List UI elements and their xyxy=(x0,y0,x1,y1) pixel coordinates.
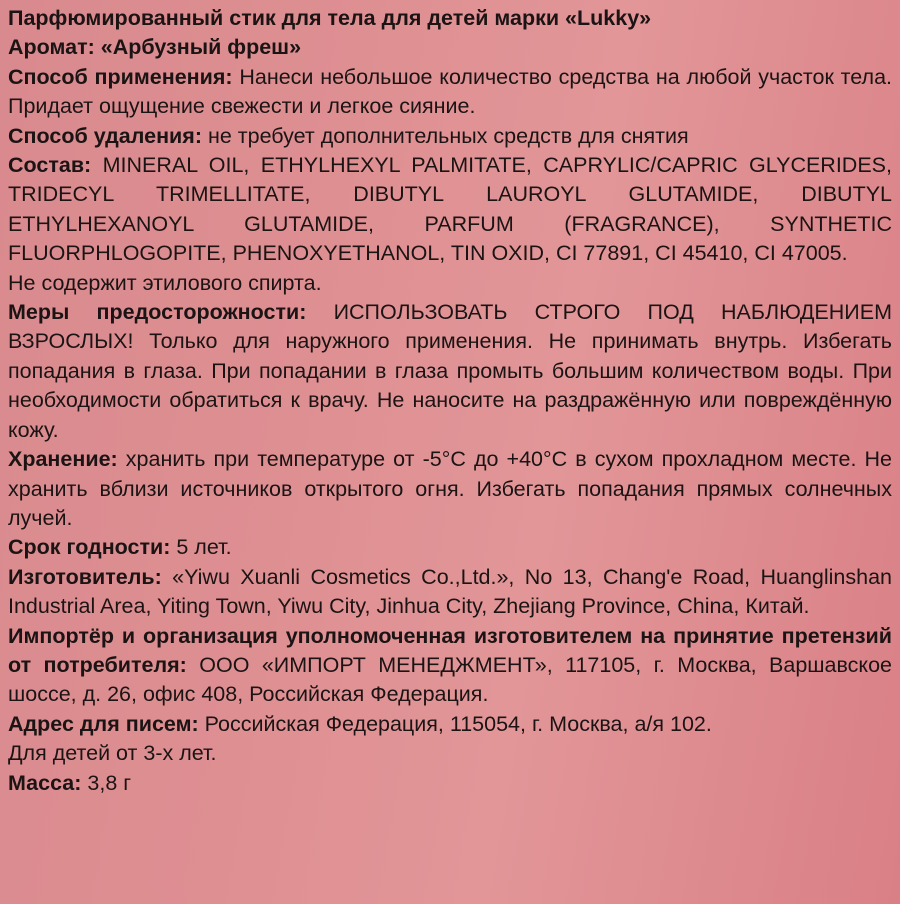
precautions-label: Меры предосторожности: xyxy=(8,300,307,325)
composition-section xyxy=(8,151,892,269)
aroma-line: Аромат: «Арбузный фреш» xyxy=(8,35,302,60)
importer-section xyxy=(8,622,892,710)
age-note: Для детей от 3-х лет. xyxy=(8,741,217,766)
removal-text: не требует дополнительных средств для снятия xyxy=(201,123,689,148)
mail-address-text: Российская Федерация, 115054, г. Москва, а/я 102. xyxy=(198,711,712,736)
shelf-life-text: 5 лет. xyxy=(170,535,232,560)
manufacturer-text: «Yiwu Xuanli Cosmetics Co.,Ltd.», No 13, Chang'e Road, Huanglinshan Industrial Area, Yiting Town, Yiwu City, Jinhua City, Zhejiang Province, China, Китай. xyxy=(8,564,892,619)
product-title: Парфюмированный стик для тела для детей марки «Lukky» xyxy=(8,6,652,30)
shelf-life-label: Срок годности: xyxy=(8,535,171,560)
mail-address-section xyxy=(8,710,892,739)
application-label: Способ применения: xyxy=(8,64,233,89)
manufacturer-label: Изготовитель: xyxy=(8,564,162,589)
mail-address-label: Адрес для писем: xyxy=(8,711,199,736)
mass-text: 3,8 г xyxy=(81,770,132,795)
importer-label: Импортёр и организация уполномоченная изготовителем на принятие претензий от потребителя: xyxy=(8,623,892,677)
manufacturer-section xyxy=(8,563,892,622)
composition-label: Состав: xyxy=(8,153,92,178)
removal-label: Способ удаления: xyxy=(8,123,202,148)
precautions-section xyxy=(8,298,892,445)
storage-text: хранить при температуре от -5°С до +40°С в сухом прохладном месте. Не хранить вблизи источников открытого огня. Избегать попадания прямых солнечных лучей. xyxy=(8,447,892,530)
composition-text: MINERAL OIL, ETHYLHEXYL PALMITATE, CAPRYLIC/CAPRIC GLYCERIDES, TRIDECYL TRIMELLITATE, DIBUTYL LAUROYL GLUTAMIDE, DIBUTYL ETHYLHEXANOYL GLUTAMIDE, PARFUM (FRAGRANCE), SYNTHETIC FLUORPHLOGOPITE, PHENOXYETHANOL, TIN OXID, CI 77891, CI 45410, CI 47005. xyxy=(8,153,892,266)
mass-label: Масса: xyxy=(8,770,82,795)
application-text: Нанеси небольшое количество средства на любой участок тела. Придает ощущение свежести и легкое сияние. xyxy=(8,64,892,119)
storage-label: Хранение: xyxy=(8,447,118,472)
mass-section xyxy=(8,769,892,798)
no-alcohol-note: Не содержит этилового спирта. xyxy=(8,270,322,295)
removal-section xyxy=(8,122,892,151)
application-section xyxy=(8,63,892,122)
precautions-text: ИСПОЛЬЗОВАТЬ СТРОГО ПОД НАБЛЮДЕНИЕМ ВЗРОСЛЫХ! Только для наружного применения. Не принимать внутрь. Избегать попадания в глаза. При попадании в глаза промыть большим количеством воды. При необходимости обратиться к врачу. Не наносите на раздражённую или повреждённую кожу. xyxy=(8,300,892,442)
storage-section xyxy=(8,445,892,533)
shelf-life-section xyxy=(8,533,892,562)
product-label xyxy=(0,4,900,904)
importer-text: ООО «ИМПОРТ МЕНЕДЖМЕНТ», 117105, г. Москва, Варшавское шоссе, д. 26, офис 408, Российская Федерация. xyxy=(8,652,892,707)
